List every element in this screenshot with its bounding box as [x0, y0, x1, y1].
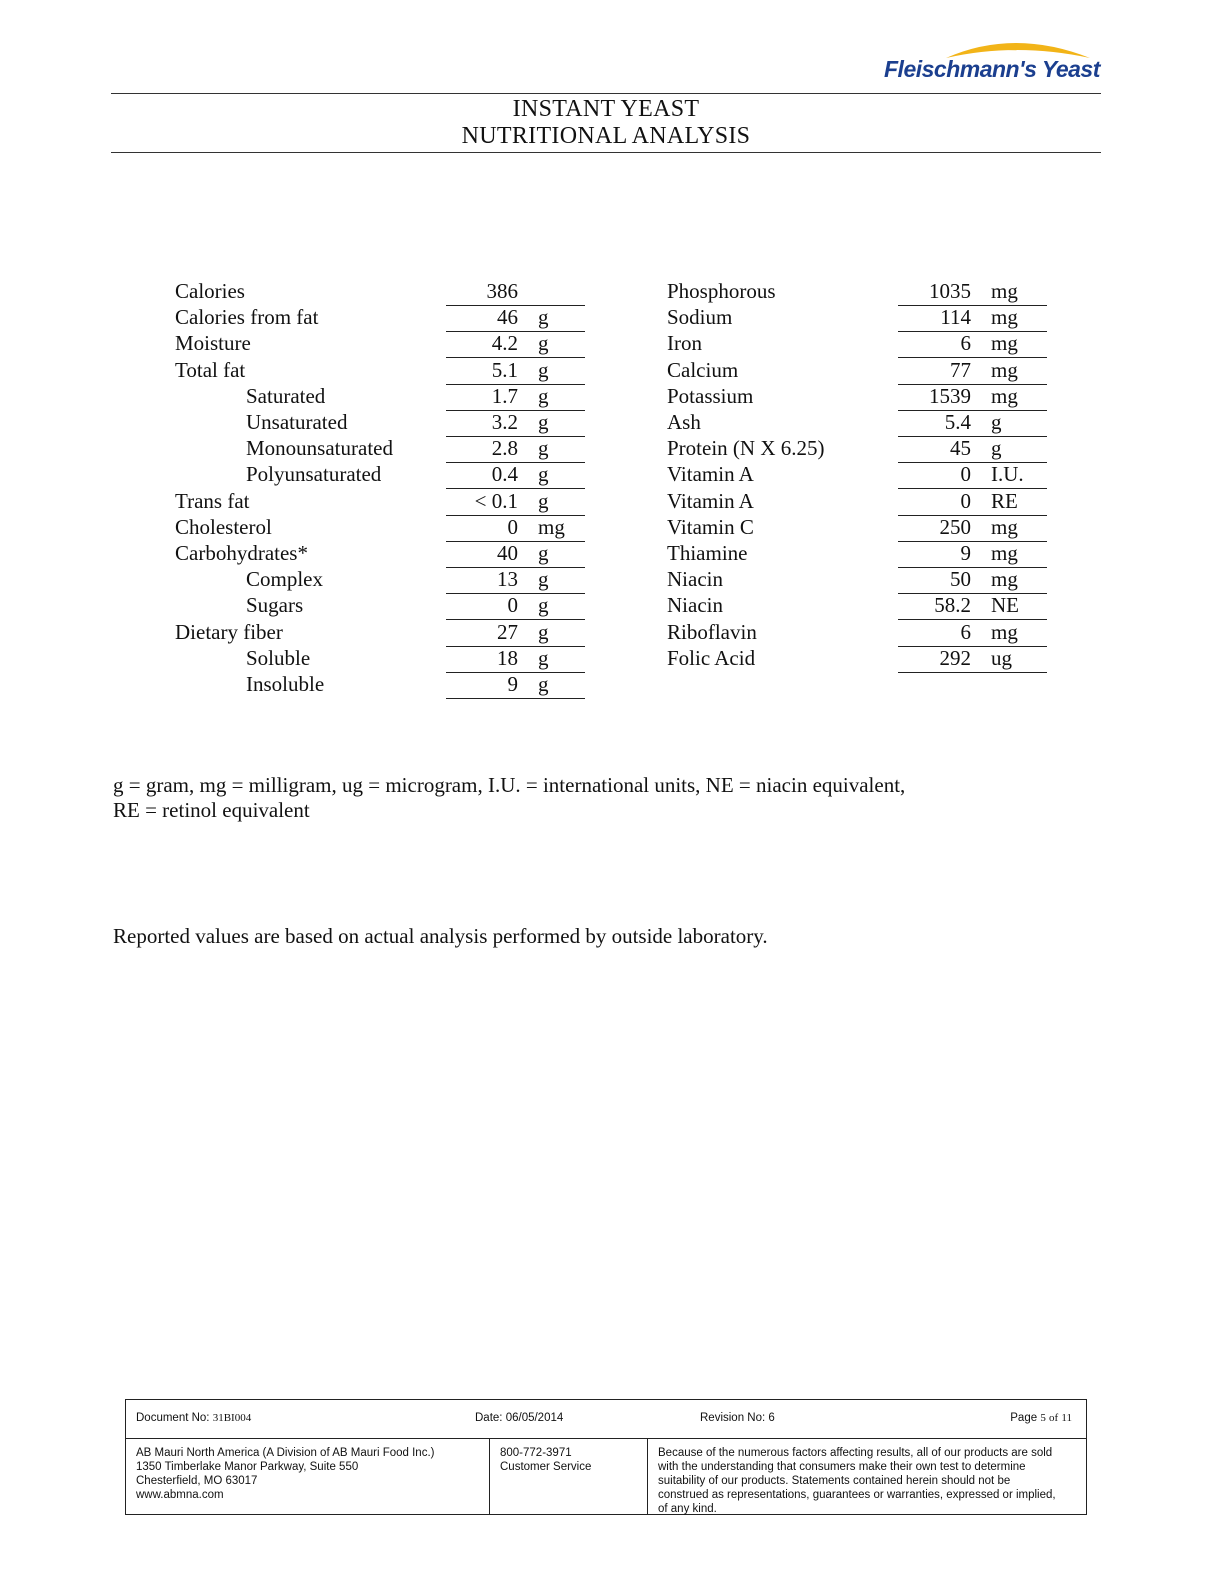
nutrient-label: Sugars [246, 593, 304, 618]
nutrient-unit: g [538, 645, 549, 670]
nutrient-row [0, 384, 1224, 410]
nutrient-unit: g [538, 305, 549, 330]
nutrient-unit: mg [991, 567, 1018, 592]
units-legend [113, 773, 905, 823]
nutrient-label: Ash [667, 410, 701, 434]
nutrient-label: Vitamin C [667, 514, 754, 539]
nutrient-unit: g [538, 357, 549, 382]
nutrient-label: Unsaturated [246, 410, 348, 434]
nutrient-unit: mg [991, 331, 1018, 356]
nutrient-label: Vitamin A [667, 462, 754, 487]
nutrient-label: Monounsaturated [246, 436, 393, 461]
nutrient-row [0, 541, 1224, 567]
page-title [111, 96, 1101, 150]
title-line-1: INSTANT YEAST [512, 96, 700, 122]
legal-line: suitability of our products. Statements contained herein should not be [658, 1475, 1011, 1487]
nutrient-label: Thiamine [667, 541, 748, 565]
nutrient-label: Vitamin A [667, 488, 754, 513]
nutrient-value: 5.4 [944, 410, 971, 434]
nutrient-unit: RE [991, 488, 1018, 513]
nutrient-unit: g [538, 541, 549, 565]
nutrient-label: Soluble [246, 645, 311, 670]
nutrient-label: Polyunsaturated [246, 462, 382, 487]
nutrient-label: Calories [175, 279, 245, 303]
title-line-2: NUTRITIONAL ANALYSIS [461, 123, 751, 149]
nutrient-row [0, 489, 1224, 515]
nutrient-value: 9 [960, 541, 971, 565]
nutrient-label: Folic Acid [667, 645, 756, 670]
nutrient-value: 250 [939, 514, 971, 539]
nutrient-value: 1035 [929, 279, 971, 303]
nutrient-unit: mg [991, 279, 1018, 303]
nutrient-value: 386 [486, 279, 518, 303]
nutrient-value: 1.7 [491, 383, 518, 408]
nutrient-value: 1539 [929, 383, 971, 408]
nutrient-value: 2.8 [491, 436, 518, 461]
nutrient-label: Moisture [175, 331, 251, 356]
nutrient-value: 13 [497, 567, 518, 592]
nutrient-label: Saturated [246, 383, 326, 408]
nutrient-value: 3.2 [491, 410, 518, 434]
nutrient-value: 5.1 [491, 357, 518, 382]
nutrient-value: 77 [950, 357, 971, 382]
nutrient-label: Protein (N X 6.25) [667, 436, 825, 461]
phone-number: 800-772-3971 [500, 1447, 572, 1459]
nutrient-label: Sodium [667, 305, 733, 330]
nutrient-label: Iron [667, 331, 702, 356]
nutrient-label: Cholesterol [175, 514, 272, 539]
customer-service-contact [500, 1446, 640, 1474]
document-footer [125, 1399, 1087, 1515]
nutrient-row [0, 593, 1224, 619]
nutrient-value: 0 [507, 514, 518, 539]
legal-line: Because of the numerous factors affecting results, all of our products are sold [658, 1447, 1053, 1459]
nutrient-unit: mg [991, 619, 1018, 644]
nutrient-row [0, 436, 1224, 462]
nutrient-unit: I.U. [991, 462, 1024, 487]
nutrient-row [0, 331, 1224, 357]
nutrient-unit: g [991, 436, 1002, 461]
nutrient-unit: g [538, 488, 549, 513]
legal-line: of any kind. [658, 1503, 717, 1515]
nutrient-unit: g [538, 672, 549, 696]
nutrient-unit: g [538, 410, 549, 434]
company-website: www.abmna.com [136, 1489, 224, 1501]
nutrient-value: 6 [960, 331, 971, 356]
nutrient-row [0, 279, 1224, 305]
nutrient-unit: g [538, 619, 549, 644]
revision-number: Revision No: 6 [700, 1412, 775, 1424]
footer-column-divider [489, 1438, 490, 1514]
nutrient-value: 50 [950, 567, 971, 592]
nutrient-row [0, 620, 1224, 646]
nutrient-label: Niacin [667, 593, 723, 618]
nutrient-value: 4.2 [491, 331, 518, 356]
nutrient-unit: g [538, 593, 549, 618]
nutrient-value: 0 [960, 488, 971, 513]
nutrient-label: Insoluble [246, 672, 325, 696]
nutrient-value: 0 [507, 593, 518, 618]
nutrient-label: Potassium [667, 383, 754, 408]
nutrient-unit: mg [991, 541, 1018, 565]
nutrient-unit: mg [991, 514, 1018, 539]
document-number: Document No: 31BI004 [136, 1412, 252, 1424]
nutrient-unit: mg [991, 383, 1018, 408]
nutrient-label: Total fat [175, 357, 246, 382]
nutrient-label: Complex [246, 567, 323, 592]
brand-logo-text: Fleischmann's Yeast [884, 56, 1100, 82]
lab-disclaimer: Reported values are based on actual analysis performed by outside laboratory. [113, 924, 768, 948]
nutrient-label: Carbohydrates* [175, 541, 308, 565]
nutrient-unit: ug [991, 645, 1012, 670]
nutrient-row [0, 358, 1224, 384]
brand-logo [884, 36, 1100, 88]
header-rule-bottom [111, 152, 1101, 153]
nutrient-value: 27 [497, 619, 518, 644]
document-date: Date: 06/05/2014 [475, 1412, 564, 1424]
nutrient-value: 45 [950, 436, 971, 461]
nutrient-unit: g [538, 383, 549, 408]
nutrient-value: 9 [507, 672, 518, 696]
units-legend-line-2: RE = retinol equivalent [113, 798, 310, 822]
company-address [136, 1446, 481, 1502]
legal-line: construed as representations, guarantees or warranties, expressed or implied, [658, 1489, 1056, 1501]
nutrient-label: Calories from fat [175, 305, 319, 330]
nutrient-value: 40 [497, 541, 518, 565]
nutrient-value: 292 [939, 645, 971, 670]
page-number: Page 5 of 11 [1010, 1412, 1072, 1424]
nutrient-row [0, 515, 1224, 541]
nutrient-label: Riboflavin [667, 619, 757, 644]
nutrient-unit: g [538, 567, 549, 592]
contact-label: Customer Service [500, 1461, 592, 1473]
footer-column-divider [647, 1438, 648, 1514]
address-line: Chesterfield, MO 63017 [136, 1475, 258, 1487]
nutrient-label: Calcium [667, 357, 739, 382]
nutrient-value: 18 [497, 645, 518, 670]
nutrient-value: 0.4 [491, 462, 518, 487]
address-line: 1350 Timberlake Manor Parkway, Suite 550 [136, 1461, 359, 1473]
header-rule-top [111, 93, 1101, 94]
units-legend-line-1: g = gram, mg = milligram, ug = microgram, I.U. = international units, NE = niacin equivalent, [113, 773, 906, 797]
nutrient-unit: mg [991, 305, 1018, 330]
nutrient-value: 58.2 [934, 593, 971, 618]
address-line: AB Mauri North America (A Division of AB Mauri Food Inc.) [136, 1447, 435, 1459]
nutrient-unit: g [538, 462, 549, 487]
nutrient-row [0, 567, 1224, 593]
nutrient-unit: NE [991, 593, 1019, 618]
nutrient-value: 46 [497, 305, 518, 330]
nutrient-label: Niacin [667, 567, 723, 592]
nutrient-label: Trans fat [175, 488, 250, 513]
nutrient-row [0, 462, 1224, 488]
legal-line: with the understanding that consumers make their own test to determine [658, 1461, 1026, 1473]
nutrient-unit: mg [991, 357, 1018, 382]
nutrient-value: 114 [940, 305, 971, 330]
nutrient-value: < 0.1 [474, 488, 518, 513]
nutrient-label: Dietary fiber [175, 619, 283, 644]
nutrient-row [0, 410, 1224, 436]
nutrient-row [0, 646, 1224, 672]
legal-disclaimer [658, 1446, 1083, 1516]
nutrient-unit: g [538, 436, 549, 461]
nutrient-row [0, 305, 1224, 331]
footer-divider [126, 1438, 1086, 1439]
nutrient-row [0, 672, 1224, 698]
nutrient-unit: mg [538, 514, 565, 539]
nutrient-value: 0 [960, 462, 971, 487]
nutrient-value: 6 [960, 619, 971, 644]
nutrient-unit: g [991, 410, 1002, 434]
nutrient-label: Phosphorous [667, 279, 776, 303]
nutrient-unit: g [538, 331, 549, 356]
